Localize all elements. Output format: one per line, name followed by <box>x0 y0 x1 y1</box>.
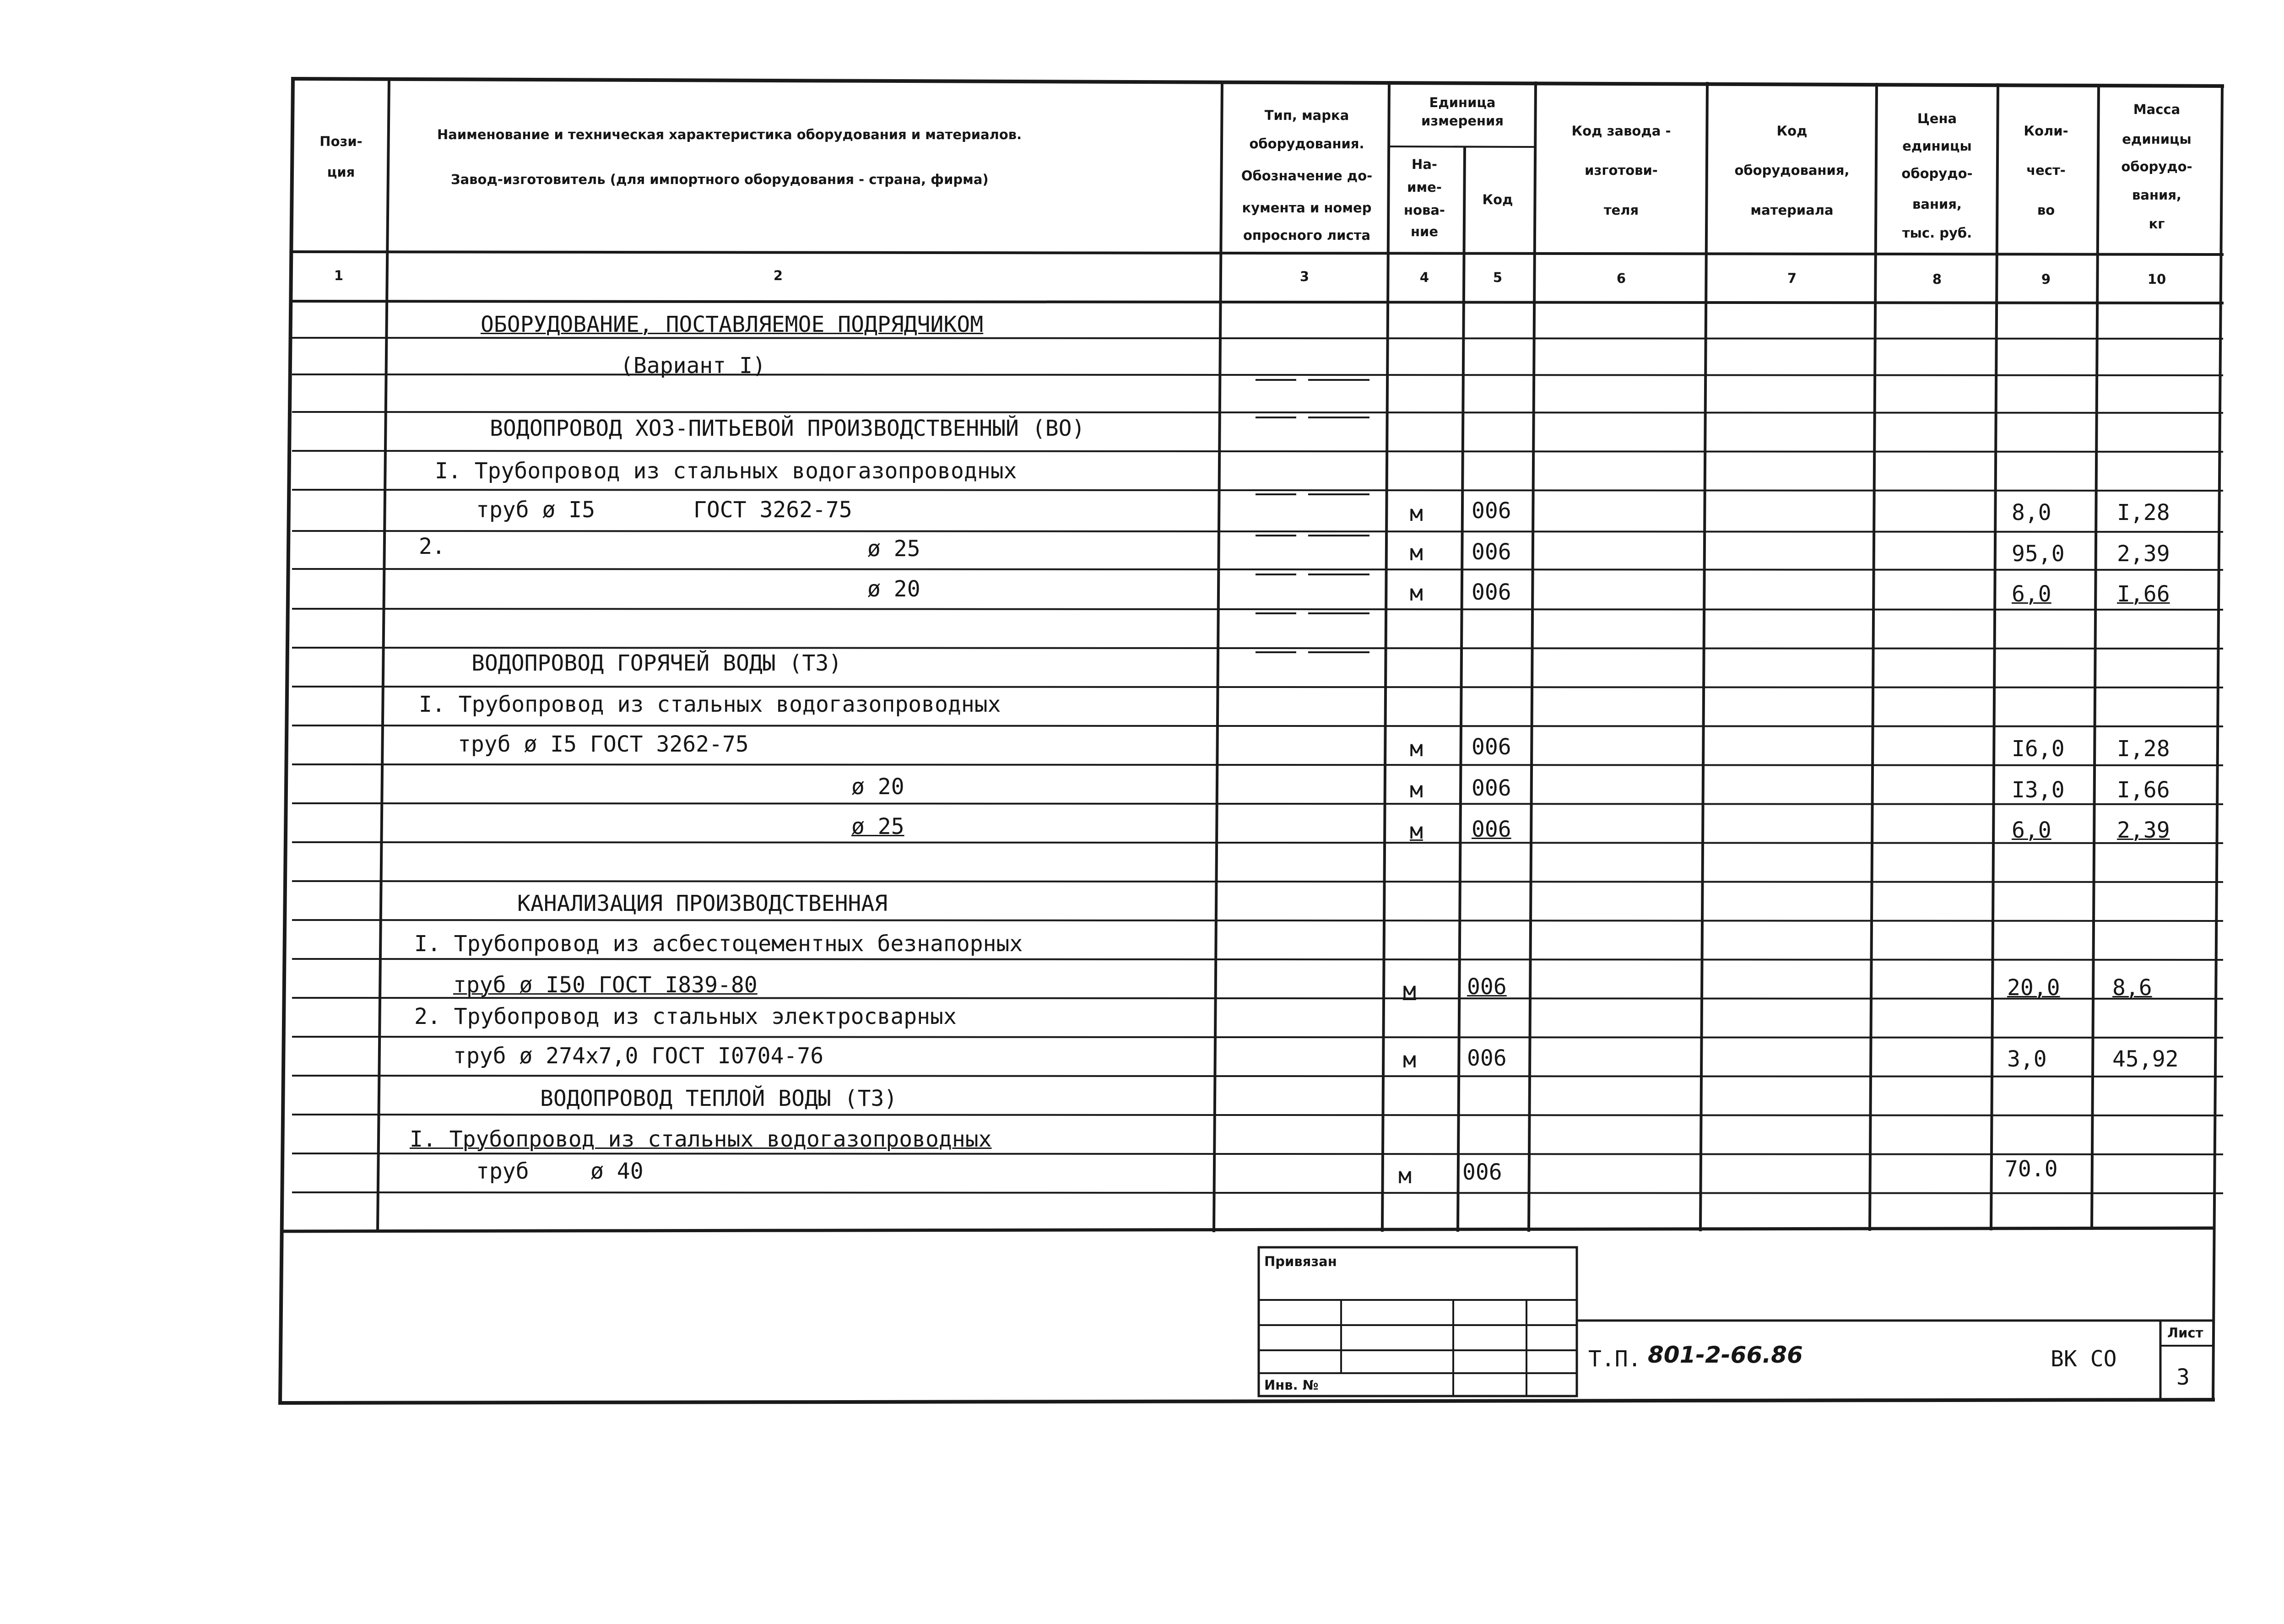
header-price-line2: единицы <box>1902 138 1972 154</box>
quantity-value: 6,0 <box>2012 581 2051 607</box>
list-item-text: I. Трубопровод из стальных водогазопроводных <box>419 692 1001 717</box>
code-value: 006 <box>1472 734 1511 760</box>
mass-value: 8,6 <box>2112 975 2152 1001</box>
stamp-attached-label: Привязан <box>1264 1254 1337 1269</box>
header-maker-code-line3: теля <box>1603 202 1639 218</box>
code-value: 006 <box>1472 775 1511 801</box>
list-item-text: ø 20 <box>851 774 904 800</box>
list-item-text: I. Трубопровод из асбестоцементных безнапорных <box>414 931 1023 957</box>
header-unit-group-line2: измерения <box>1421 113 1504 129</box>
header-unit-name-line1: На- <box>1412 157 1437 172</box>
list-item-text: труб ø I50 ГОСТ I839-80 <box>453 972 758 998</box>
header-price-line4: вания, <box>1912 196 1962 212</box>
list-item-text: труб ø 274х7,0 ГОСТ I0704-76 <box>453 1043 824 1069</box>
list-item-text: труб <box>476 1158 529 1184</box>
document-number: 801-2-66.86 <box>1648 1342 1803 1368</box>
header-type-line5: опросного листа <box>1243 227 1371 243</box>
document-prefix: Т.П. <box>1588 1346 1641 1372</box>
column-number-2: 2 <box>773 268 783 283</box>
mass-value: I,66 <box>2117 777 2170 803</box>
unit-value: м <box>1403 978 1416 1003</box>
unit-value: м <box>1398 1163 1412 1189</box>
section-title-sewerage: КАНАЛИЗАЦИЯ ПРОИЗВОДСТВЕННАЯ <box>517 891 888 916</box>
header-maker-code-line1: Код завода - <box>1571 123 1671 139</box>
code-value: 006 <box>1467 1045 1507 1071</box>
list-item-text: 2. <box>419 534 445 559</box>
unit-value: м <box>1410 501 1423 526</box>
quantity-value: I3,0 <box>2012 777 2065 803</box>
quantity-value: 20,0 <box>2007 975 2060 1001</box>
header-position-line2: ция <box>327 164 355 180</box>
header-unit-code: Код <box>1482 192 1513 207</box>
list-item-text: ø 25 <box>867 536 920 562</box>
unit-value: м <box>1403 1047 1416 1073</box>
quantity-value: 3,0 <box>2007 1046 2047 1072</box>
header-unit-group-line1: Единица <box>1429 95 1496 110</box>
header-unit-name-line3: нова- <box>1404 202 1445 218</box>
unit-value: м <box>1410 736 1423 762</box>
unit-value: м <box>1410 777 1423 803</box>
code-value: 006 <box>1472 498 1511 524</box>
header-name-line1: Наименование и техническая характеристика оборудования и материалов. <box>437 127 1022 142</box>
header-type-line2: оборудования. <box>1249 136 1364 152</box>
header-type-line1: Тип, марка <box>1264 108 1349 123</box>
header-unit-name-line4: ние <box>1410 224 1439 239</box>
mass-value: I,28 <box>2117 736 2170 762</box>
variant-label: (Вариант I) <box>620 353 766 379</box>
header-price-line1: Цена <box>1917 111 1957 126</box>
unit-value: м <box>1410 540 1423 566</box>
quantity-value: 6,0 <box>2012 817 2051 843</box>
stamp-inventory-label: Инв. № <box>1264 1377 1319 1393</box>
mass-value: 45,92 <box>2112 1046 2179 1072</box>
column-number-5: 5 <box>1493 270 1503 285</box>
header-equipment-code-line1: Код <box>1776 123 1808 139</box>
list-item-text: труб ø I5 <box>476 497 595 523</box>
header-mass-line5: кг <box>2149 216 2165 232</box>
header-equipment-code-line3: материала <box>1750 202 1834 218</box>
header-maker-code-line2: изготови- <box>1585 162 1658 178</box>
section-title-hot-water: ВОДОПРОВОД ГОРЯЧЕЙ ВОДЫ (ТЗ) <box>471 650 842 676</box>
quantity-value: 95,0 <box>2012 541 2065 567</box>
section-code: ВК СО <box>2051 1346 2117 1372</box>
unit-value: м <box>1410 818 1423 844</box>
mass-value: 2,39 <box>2117 541 2170 567</box>
header-position-line1: Пози- <box>319 134 363 149</box>
column-number-9: 9 <box>2041 271 2051 287</box>
code-value: 006 <box>1472 579 1511 605</box>
quantity-value: 70.0 <box>2005 1156 2058 1182</box>
header-quantity-line3: во <box>2037 202 2055 218</box>
unit-value: м <box>1410 580 1423 606</box>
header-mass-line4: вания, <box>2132 187 2181 203</box>
code-value: 006 <box>1472 539 1511 565</box>
header-price-line3: оборудо- <box>1901 166 1973 181</box>
mass-value: I,28 <box>2117 500 2170 525</box>
header-equipment-code-line2: оборудования, <box>1734 162 1850 178</box>
header-mass-line1: Масса <box>2133 102 2181 117</box>
mass-value: 2,39 <box>2117 817 2170 843</box>
sheet-label: Лист <box>2167 1325 2203 1341</box>
list-item-text: 2. Трубопровод из стальных электросварных <box>414 1004 957 1029</box>
header-quantity-line2: чест- <box>2026 162 2066 178</box>
header-unit-name-line2: име- <box>1407 179 1442 195</box>
code-value: 006 <box>1462 1159 1502 1185</box>
list-item-text: I. Трубопровод из стальных водогазопроводных <box>410 1126 992 1152</box>
column-number-3: 3 <box>1299 269 1310 284</box>
quantity-value: I6,0 <box>2012 736 2065 762</box>
header-type-line4: кумента и номер <box>1242 200 1372 216</box>
list-item-text: труб ø I5 ГОСТ 3262-75 <box>458 731 749 757</box>
column-number-4: 4 <box>1419 270 1429 285</box>
list-item-text: ø 25 <box>851 814 904 839</box>
column-number-7: 7 <box>1787 271 1797 286</box>
code-value: 006 <box>1467 974 1507 1000</box>
section-title-warm-water: ВОДОПРОВОД ТЕПЛОЙ ВОДЫ (ТЗ) <box>540 1086 898 1111</box>
list-item-text: I. Трубопровод из стальных водогазопроводных <box>435 458 1017 484</box>
quantity-value: 8,0 <box>2012 500 2051 525</box>
header-quantity-line1: Коли- <box>2024 123 2068 139</box>
list-item-text: ø 40 <box>590 1158 644 1184</box>
header-name-line2: Завод-изготовитель (для импортного оборудования - страна, фирма) <box>451 172 989 187</box>
section-title-water-supply-vo: ВОДОПРОВОД ХОЗ-ПИТЬЕВОЙ ПРОИЗВОДСТВЕННЫЙ (ВО) <box>490 416 1085 441</box>
header-mass-line3: оборудо- <box>2121 159 2192 174</box>
code-value: 006 <box>1472 817 1511 842</box>
column-number-10: 10 <box>2147 271 2166 287</box>
mass-value: I,66 <box>2117 581 2170 607</box>
sheet-number: 3 <box>2176 1364 2190 1390</box>
header-price-line5: тыс. руб. <box>1902 225 1972 241</box>
list-item-text: ø 20 <box>867 576 920 602</box>
header-mass-line2: единицы <box>2122 131 2192 147</box>
section-title-contractor-equipment: ОБОРУДОВАНИЕ, ПОСТАВЛЯЕМОЕ ПОДРЯДЧИКОМ <box>481 312 984 337</box>
list-item-text: ГОСТ 3262-75 <box>693 497 852 523</box>
column-number-8: 8 <box>1932 271 1942 287</box>
header-type-line3: Обозначение до- <box>1241 168 1373 184</box>
column-number-1: 1 <box>334 268 344 283</box>
column-number-6: 6 <box>1616 271 1626 286</box>
